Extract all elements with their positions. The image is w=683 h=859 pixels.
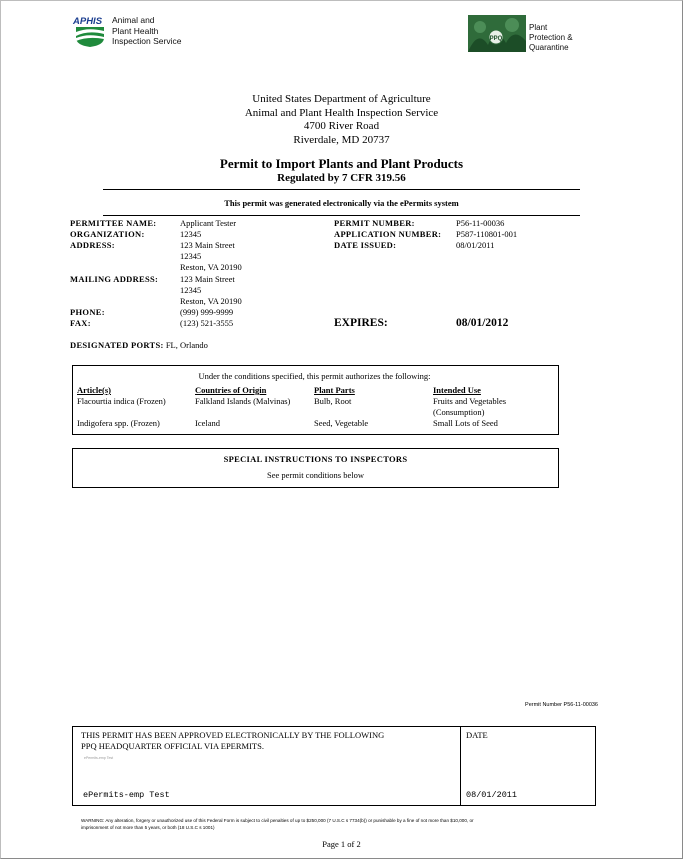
signature-mark: ePermits-emp Test bbox=[84, 756, 114, 760]
application-number-value: P587-110801-001 bbox=[456, 229, 518, 239]
aphis-logo-icon bbox=[72, 14, 108, 48]
column-header-intended-use: Intended Use bbox=[433, 385, 481, 395]
permit-subtitle: Regulated by 7 CFR 319.56 bbox=[277, 172, 406, 184]
address-line: 4700 River Road bbox=[303, 120, 380, 132]
column-header-country: Countries of Origin bbox=[195, 385, 267, 395]
column-header-plant-parts: Plant Parts bbox=[314, 385, 355, 395]
address-value-line: 12345 bbox=[180, 251, 202, 261]
aphis-line: Inspection Service bbox=[112, 36, 182, 46]
mailing-address-label: MAILING ADDRESS: bbox=[70, 274, 159, 284]
fax-label: FAX: bbox=[70, 318, 91, 328]
organization-label: ORGANIZATION: bbox=[70, 229, 145, 239]
date-issued-label: DATE ISSUED: bbox=[334, 240, 397, 250]
address-line: Riverdale, MD 20737 bbox=[293, 133, 390, 146]
row-intended-use-line: (Consumption) bbox=[433, 406, 485, 417]
divider bbox=[103, 189, 580, 190]
row-intended-use bbox=[433, 396, 506, 417]
divider bbox=[103, 215, 580, 216]
special-instructions-heading: SPECIAL INSTRUCTIONS TO INSPECTORS bbox=[223, 454, 408, 464]
special-instructions-text: See permit conditions below bbox=[266, 470, 365, 480]
mailing-line: 123 Main Street bbox=[180, 274, 235, 284]
expires-label: EXPIRES: bbox=[334, 317, 388, 329]
mailing-address-value bbox=[180, 274, 242, 307]
mailing-line: Reston, VA 20190 bbox=[180, 296, 242, 306]
address-value bbox=[180, 240, 242, 273]
organization-value: 12345 bbox=[180, 229, 202, 239]
permit-number-value: P56-11-00036 bbox=[456, 218, 505, 228]
warning-line: imprisonment of not more than 5 years, or both (18 U.S.C s 1001) bbox=[81, 825, 215, 830]
ppq-logo-icon bbox=[468, 15, 526, 52]
address-line: United States Department of Agriculture bbox=[252, 93, 431, 105]
application-number-label: APPLICATION NUMBER: bbox=[334, 229, 442, 239]
page-number: Page 1 of 2 bbox=[322, 839, 361, 849]
approval-line: PPQ HEADQUARTER OFFICIAL VIA EPERMITS. bbox=[81, 741, 264, 751]
warning-text bbox=[81, 817, 611, 831]
electronic-note: This permit was generated electronically via the ePermits system bbox=[224, 198, 459, 208]
address-value-line: Reston, VA 20190 bbox=[180, 262, 242, 272]
approval-date-label: DATE bbox=[466, 730, 488, 740]
row-intended-use-line: Fruits and Vegetables bbox=[433, 396, 507, 406]
approval-date-value: 08/01/2011 bbox=[466, 790, 518, 800]
phone-label: PHONE: bbox=[70, 307, 105, 317]
approval-line: THIS PERMIT HAS BEEN APPROVED ELECTRONICALLY BY THE FOLLOWING bbox=[81, 730, 385, 740]
row-plant-parts: Seed, Vegetable bbox=[314, 418, 369, 428]
permit-title: Permit to Import Plants and Plant Products bbox=[219, 156, 464, 171]
date-issued-value: 08/01/2011 bbox=[456, 240, 495, 250]
approving-official: ePermits-emp Test bbox=[83, 790, 170, 800]
ppq-line: Protection & bbox=[529, 33, 573, 42]
row-article: Flacourtia indica (Frozen) bbox=[77, 396, 166, 406]
row-article: Indigofera spp. (Frozen) bbox=[77, 418, 160, 428]
fax-value: (123) 521-3555 bbox=[180, 318, 234, 328]
approval-divider bbox=[460, 726, 461, 805]
row-country: Iceland bbox=[195, 418, 221, 428]
column-header-article: Article(s) bbox=[77, 385, 111, 395]
phone-value: (999) 999-9999 bbox=[180, 307, 234, 317]
aphis-name bbox=[112, 15, 181, 47]
ppq-name bbox=[529, 23, 573, 53]
row-plant-parts: Bulb, Root bbox=[314, 396, 352, 406]
footer-permit-number: Permit Number P56-11-00036 bbox=[525, 702, 598, 708]
row-country: Falkland Islands (Malvinas) bbox=[195, 396, 291, 406]
row-intended-use: Small Lots of Seed bbox=[433, 418, 498, 428]
aphis-line: Plant Health bbox=[112, 25, 159, 36]
permittee-name-label: PERMITTEE NAME: bbox=[70, 218, 157, 228]
address-label: ADDRESS: bbox=[70, 240, 115, 250]
agency-address bbox=[0, 93, 683, 147]
permittee-name-value: Applicant Tester bbox=[180, 218, 237, 228]
permit-number-label: PERMIT NUMBER: bbox=[334, 218, 415, 228]
ppq-line: Plant bbox=[529, 23, 548, 32]
aphis-line: Animal and bbox=[112, 15, 155, 25]
address-value-line: 123 Main Street bbox=[180, 240, 235, 250]
designated-ports bbox=[70, 340, 208, 350]
svg-text:APHIS: APHIS bbox=[73, 16, 103, 27]
approval-statement bbox=[81, 730, 384, 752]
address-line: Animal and Plant Health Inspection Service bbox=[244, 106, 439, 119]
ppq-line: Quarantine bbox=[529, 43, 569, 52]
warning-line: WARNING: Any alteration, forgery or unauthorized use of this Federal Form is subject to civil penalties of up to $250,000 (7 U.S.C s 7734(b)) or punishable by a fine of not more than $10,000, or bbox=[81, 818, 474, 823]
expires-value: 08/01/2012 bbox=[456, 317, 509, 329]
svg-text:PPQ: PPQ bbox=[489, 36, 503, 42]
mailing-line: 12345 bbox=[180, 285, 202, 295]
conditions-intro: Under the conditions specified, this permit authorizes the following: bbox=[198, 371, 431, 381]
designated-ports-label: DESIGNATED PORTS: bbox=[70, 340, 164, 350]
designated-ports-value: FL, Orlando bbox=[165, 340, 208, 350]
